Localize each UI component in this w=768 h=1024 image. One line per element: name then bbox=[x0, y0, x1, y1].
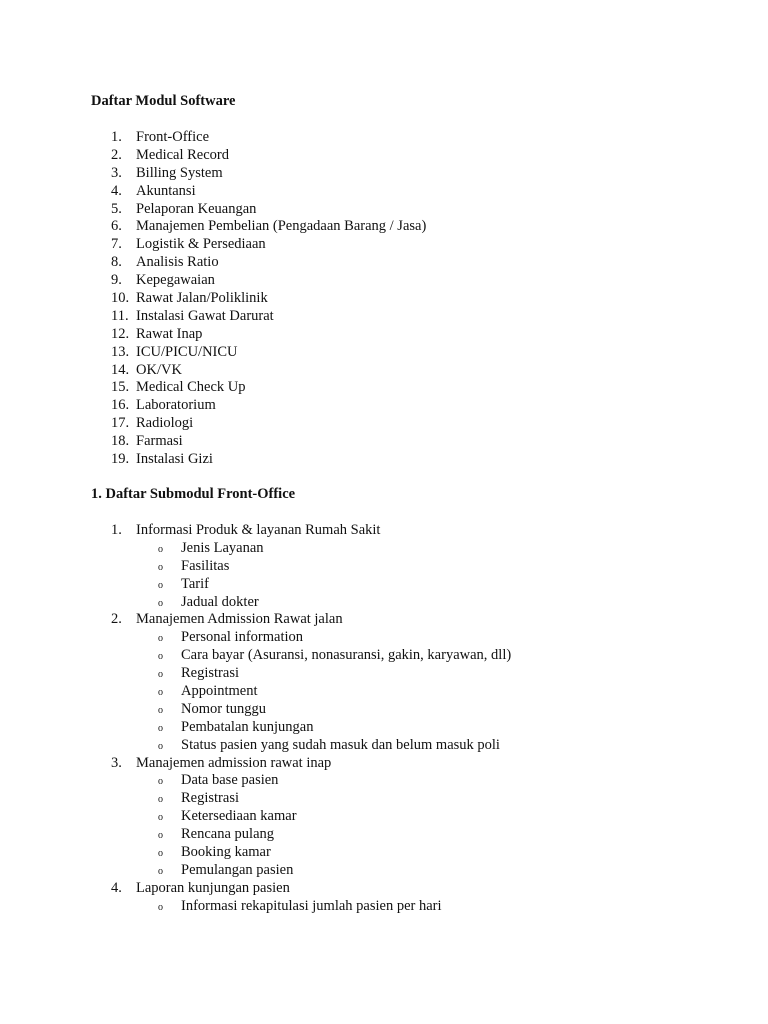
circle-bullet-icon: o bbox=[158, 543, 163, 555]
bullet-label: Appointment bbox=[181, 683, 258, 700]
item-number: 17. bbox=[111, 415, 130, 432]
module-label: ICU/PICU/NICU bbox=[136, 343, 238, 360]
module-label: Medical Record bbox=[136, 146, 230, 163]
circle-bullet-icon: o bbox=[158, 740, 163, 752]
item-number: 4. bbox=[111, 879, 122, 896]
bullet-label: Pemulangan pasien bbox=[181, 861, 294, 878]
circle-bullet-icon: o bbox=[158, 633, 163, 645]
item-number: 1. bbox=[111, 129, 122, 145]
module-label: Radiologi bbox=[136, 415, 194, 432]
circle-bullet-icon: o bbox=[158, 830, 163, 842]
circle-bullet-icon: o bbox=[158, 901, 163, 913]
circle-bullet-icon: o bbox=[158, 579, 163, 591]
submodule-label: Laporan kunjungan pasien bbox=[136, 879, 290, 896]
item-number: 4. bbox=[111, 182, 122, 199]
item-number: 16. bbox=[111, 397, 130, 414]
module-label: Manajemen Pembelian (Pengadaan Barang / Jasa) bbox=[136, 218, 427, 235]
item-number: 11. bbox=[111, 307, 129, 324]
front-office-submodule-title: 1. Daftar Submodul Front-Office bbox=[91, 486, 296, 502]
submodule-label: Informasi Produk & layanan Rumah Sakit bbox=[136, 522, 381, 538]
module-list-title: Daftar Modul Software bbox=[91, 93, 236, 109]
circle-bullet-icon: o bbox=[158, 722, 163, 734]
item-number: 13. bbox=[111, 343, 130, 360]
bullet-label: Status pasien yang sudah masuk dan belum masuk poli bbox=[181, 736, 500, 753]
item-number: 15. bbox=[111, 379, 130, 396]
circle-bullet-icon: o bbox=[158, 865, 163, 877]
submodule-label: Manajemen Admission Rawat jalan bbox=[136, 611, 343, 628]
module-label: Logistik & Persediaan bbox=[136, 236, 266, 253]
item-number: 9. bbox=[111, 272, 122, 289]
module-label: Instalasi Gawat Darurat bbox=[136, 307, 274, 324]
item-number: 3. bbox=[111, 164, 122, 181]
circle-bullet-icon: o bbox=[158, 704, 163, 716]
module-label: Medical Check Up bbox=[136, 379, 246, 396]
bullet-label: Informasi rekapitulasi jumlah pasien per hari bbox=[181, 897, 442, 914]
bullet-label: Registrasi bbox=[181, 665, 239, 682]
submodule-label: Manajemen admission rawat inap bbox=[136, 754, 332, 771]
item-number: 2. bbox=[111, 611, 122, 628]
item-number: 2. bbox=[111, 146, 122, 163]
module-label: OK/VK bbox=[136, 361, 182, 378]
bullet-label: Nomor tunggu bbox=[181, 700, 266, 717]
circle-bullet-icon: o bbox=[158, 812, 163, 824]
bullet-label: Registrasi bbox=[181, 790, 239, 807]
module-label: Rawat Inap bbox=[136, 325, 203, 342]
bullet-label: Ketersediaan kamar bbox=[181, 808, 297, 825]
module-label: Instalasi Gizi bbox=[136, 451, 213, 468]
module-label: Rawat Jalan/Poliklinik bbox=[136, 290, 268, 307]
item-number: 3. bbox=[111, 754, 122, 771]
bullet-label: Jenis Layanan bbox=[181, 539, 264, 556]
module-label: Front-Office bbox=[136, 129, 210, 145]
module-label: Kepegawaian bbox=[136, 272, 215, 289]
module-label: Akuntansi bbox=[136, 182, 196, 199]
item-number: 12. bbox=[111, 325, 130, 342]
bullet-label: Cara bayar (Asuransi, nonasuransi, gakin, karyawan, dll) bbox=[181, 647, 512, 664]
module-label: Farmasi bbox=[136, 433, 183, 450]
module-label: Analisis Ratio bbox=[136, 254, 219, 271]
bullet-label: Personal information bbox=[181, 629, 304, 646]
item-number: 18. bbox=[111, 433, 130, 450]
circle-bullet-icon: o bbox=[158, 794, 163, 806]
bullet-label: Pembatalan kunjungan bbox=[181, 718, 314, 735]
circle-bullet-icon: o bbox=[158, 848, 163, 860]
circle-bullet-icon: o bbox=[158, 669, 163, 681]
bullet-label: Tarif bbox=[181, 575, 209, 592]
circle-bullet-icon: o bbox=[158, 561, 163, 573]
item-number: 7. bbox=[111, 236, 122, 253]
item-number: 14. bbox=[111, 361, 130, 378]
circle-bullet-icon: o bbox=[158, 651, 163, 663]
item-number: 6. bbox=[111, 218, 122, 235]
module-label: Pelaporan Keuangan bbox=[136, 200, 257, 217]
bullet-label: Rencana pulang bbox=[181, 826, 275, 843]
item-number: 5. bbox=[111, 200, 122, 217]
item-number: 10. bbox=[111, 290, 130, 307]
item-number: 8. bbox=[111, 254, 122, 271]
bullet-label: Booking kamar bbox=[181, 844, 271, 861]
bullet-label: Data base pasien bbox=[181, 772, 279, 789]
item-number: 19. bbox=[111, 451, 130, 468]
bullet-label: Fasilitas bbox=[181, 557, 230, 574]
bullet-label: Jadual dokter bbox=[181, 593, 259, 610]
circle-bullet-icon: o bbox=[158, 597, 163, 609]
circle-bullet-icon: o bbox=[158, 687, 163, 699]
circle-bullet-icon: o bbox=[158, 776, 163, 788]
module-label: Laboratorium bbox=[136, 397, 216, 414]
item-number: 1. bbox=[111, 522, 122, 538]
module-label: Billing System bbox=[136, 164, 223, 181]
